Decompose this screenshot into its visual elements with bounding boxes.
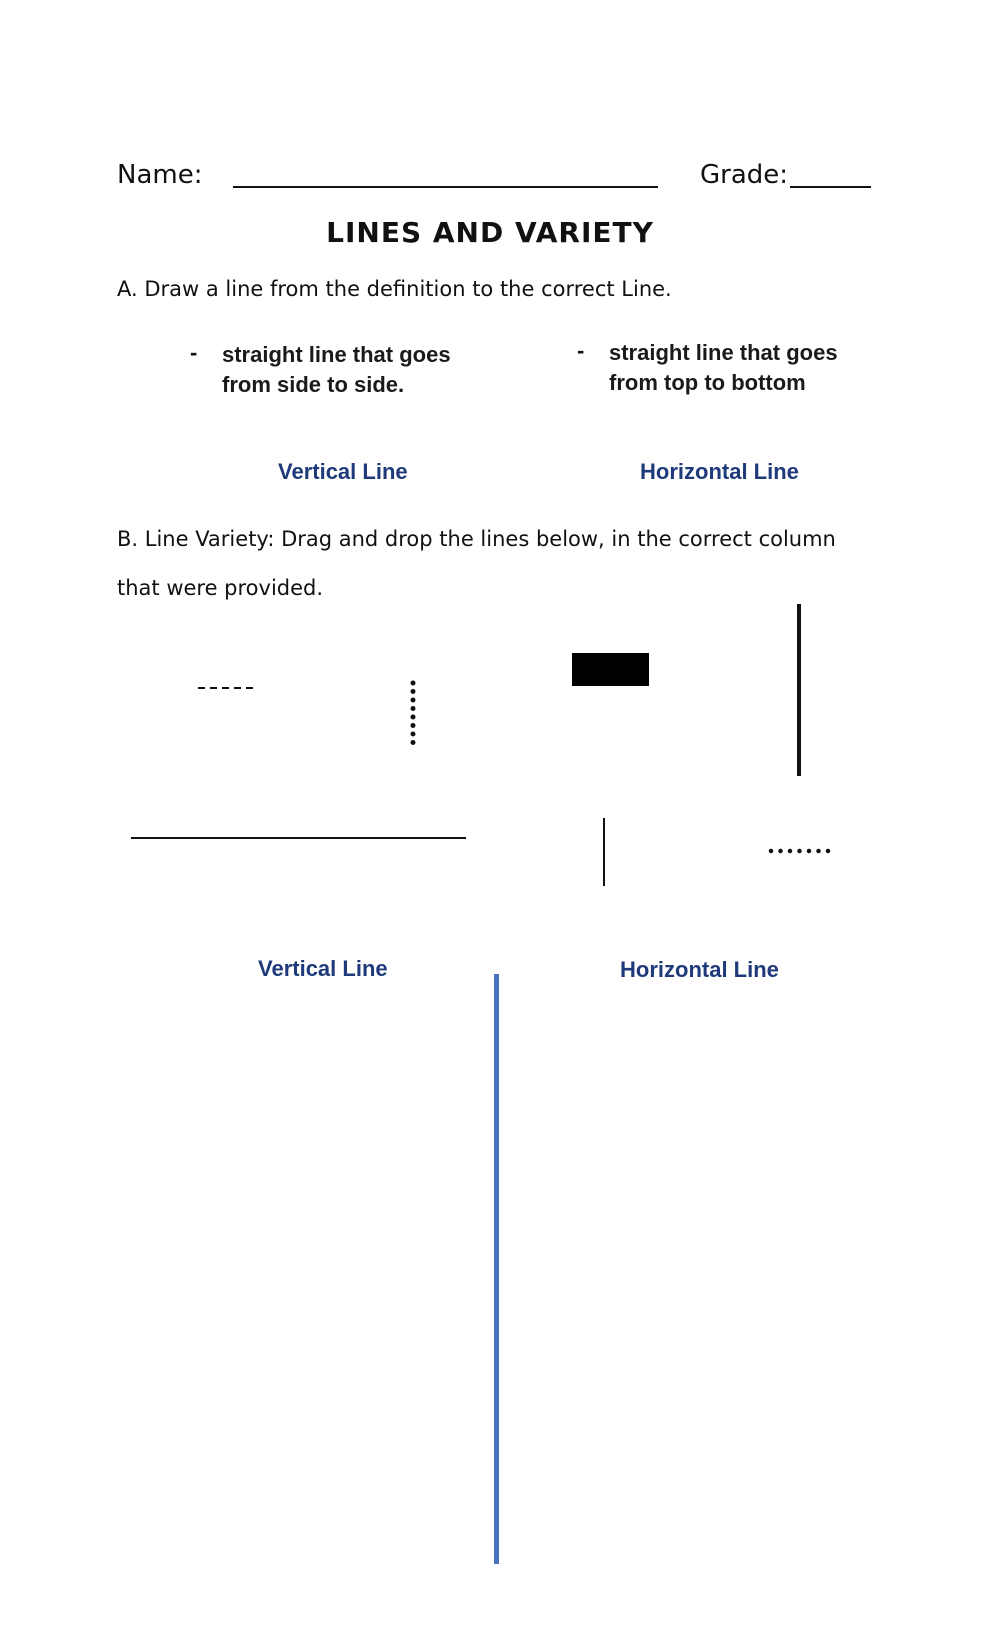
column-header-horizontal-line: Horizontal Line (620, 957, 779, 982)
definition-line: from top to bottom (609, 370, 806, 395)
definition-text (222, 340, 522, 400)
definition-bullet: - (190, 340, 198, 365)
drop-zone-horizontal[interactable] (510, 995, 890, 1565)
grade-label: Grade: (700, 160, 789, 190)
definition-bullet: - (577, 338, 585, 363)
column-header-vertical-line: Vertical Line (258, 956, 388, 981)
grade-field[interactable] (790, 186, 871, 188)
thick-block-line[interactable] (572, 653, 649, 686)
name-label: Name: (117, 160, 203, 190)
section-a-instruction: A. Draw a line from the definition to the correct Line. (117, 277, 672, 301)
section-b-instruction-line2: that were provided. (117, 576, 324, 600)
dotted-horizontal-line[interactable] (768, 847, 832, 855)
term-vertical-line[interactable]: Vertical Line (278, 459, 408, 484)
definition-line: straight line that goes (222, 342, 451, 367)
long-horizontal-line[interactable] (131, 837, 466, 839)
column-divider (494, 974, 499, 1564)
definition-text (609, 338, 909, 398)
page-title: LINES AND VARIETY (326, 216, 654, 249)
drop-zone-vertical[interactable] (110, 995, 485, 1565)
name-field[interactable] (233, 186, 658, 188)
dotted-vertical-line[interactable] (408, 680, 418, 746)
long-vertical-line[interactable] (797, 604, 801, 776)
short-vertical-line[interactable] (603, 818, 605, 886)
definition-line: from side to side. (222, 372, 405, 397)
section-b-instruction-line1: B. Line Variety: Drag and drop the lines below, in the correct column (117, 527, 836, 551)
term-horizontal-line[interactable]: Horizontal Line (640, 459, 799, 484)
dashed-horizontal-line[interactable] (196, 684, 256, 692)
definition-line: straight line that goes (609, 340, 838, 365)
